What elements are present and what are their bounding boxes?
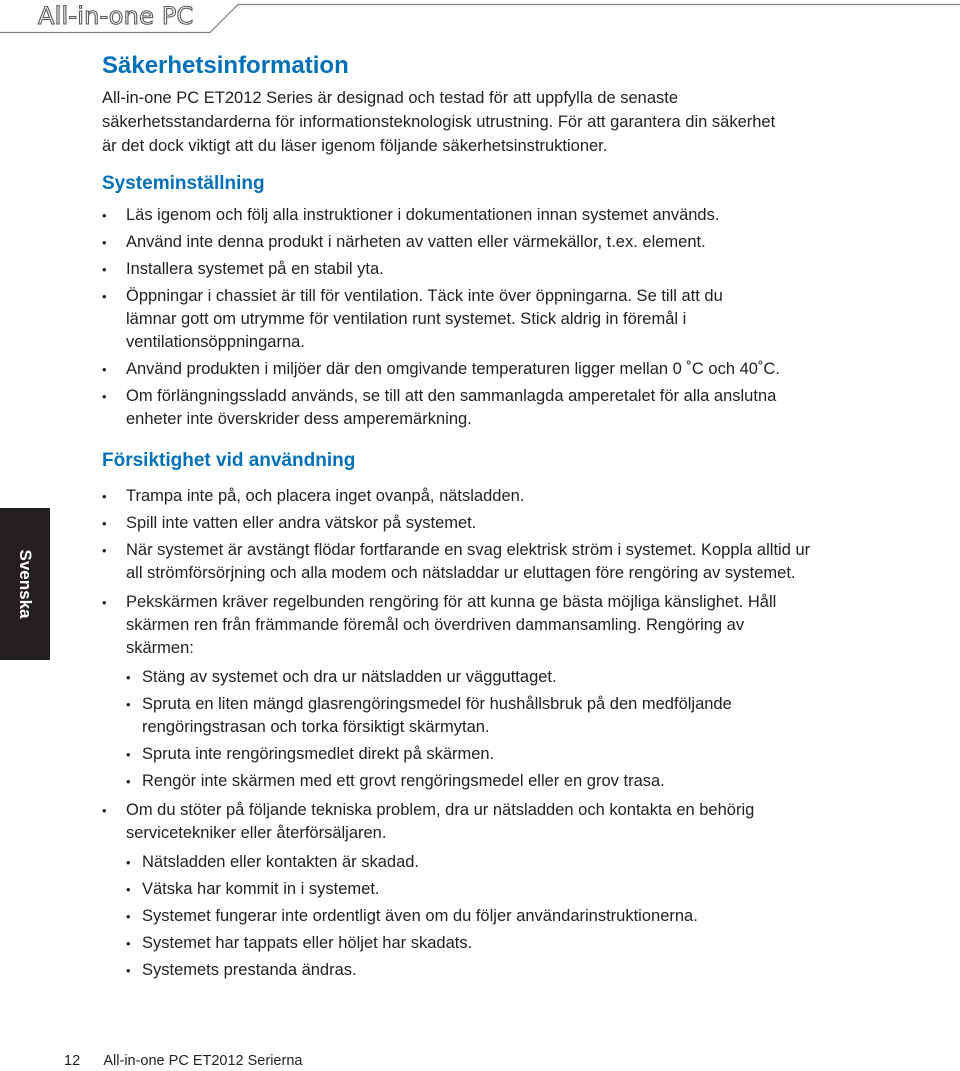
sub-list-item: • Spruta inte rengöringsmedlet direkt på skärmen. xyxy=(102,743,932,766)
language-tab xyxy=(0,508,50,660)
header-title: All-in-one PC xyxy=(38,2,194,30)
sub-list-item: • Systemet har tappats eller höljet har skadats. xyxy=(102,932,932,955)
list-item xyxy=(102,591,932,793)
sub-list-item: • Vätska har kommit in i systemet. xyxy=(102,878,932,901)
main-content xyxy=(102,50,932,982)
sub-list-item: • Rengör inte skärmen med ett grovt rengöringsmedel eller en grov trasa. xyxy=(102,770,932,793)
intro-line: All-in-one PC ET2012 Series är designad och testad för att uppfylla de senaste xyxy=(102,89,679,107)
list-item: • Spill inte vatten eller andra vätskor på systemet. xyxy=(102,512,932,535)
list-item: • Installera systemet på en stabil yta. xyxy=(102,258,932,281)
sub-list-item: • Systemet fungerar inte ordentligt även om du följer användarinstruktionerna. xyxy=(102,905,932,928)
language-tab-label: Svenska xyxy=(16,549,35,619)
intro-line: säkerhetsstandarderna för informationsteknologisk utrustning. För att garantera din säkerhet xyxy=(102,113,776,131)
page-footer xyxy=(64,1053,302,1069)
section-title: Säkerhetsinformation xyxy=(102,52,349,79)
intro-paragraph xyxy=(102,86,932,158)
sub-list-item: • Spruta en liten mängd glasrengöringsmedel för hushållsbruk på den medföljande rengöringstrasan och torka försiktigt skärmytan. xyxy=(102,693,782,739)
problems-list xyxy=(126,851,932,982)
footer-doc-title: All-in-one PC ET2012 Serierna xyxy=(103,1053,303,1069)
list-item-text: • Pekskärmen kräver regelbunden rengöring för att kunna ge bästa möjliga känslighet. Håll skärmen ren från främmande föremål och överdriven dammansamling. Rengöring av skärmen: xyxy=(126,593,777,657)
subsection-title-forsiktighet: Försiktighet vid användning xyxy=(102,450,356,471)
list-item: • När systemet är avstängt flödar fortfarande en svag elektrisk ström i systemet. Koppla alltid ur all strömförsörjning och alla modem och nätsladdar ur eluttagen före rengöring av systemet. xyxy=(102,539,831,585)
sub-list-item: • Systemets prestanda ändras. xyxy=(102,959,932,982)
forsiktighet-list xyxy=(102,485,932,982)
page-number: 12 xyxy=(64,1053,81,1069)
intro-line: är det dock viktigt att du läser igenom följande säkerhetsinstruktioner. xyxy=(102,137,608,155)
list-item: • Om förlängningssladd används, se till att den sammanlagda amperetalet för alla anslutna enheter inte överskrider dess amperemärkning. xyxy=(102,385,826,431)
page-header xyxy=(0,0,960,36)
list-item xyxy=(102,799,932,982)
cleaning-steps-list xyxy=(126,666,932,793)
list-item: • Använd produkten i miljöer där den omgivande temperaturen ligger mellan 0 ˚C och 40˚C. xyxy=(102,358,932,381)
sub-list-item: • Nätsladden eller kontakten är skadad. xyxy=(102,851,932,874)
list-item: • Öppningar i chassiet är till för ventilation. Täck inte över öppningarna. Se till att du lämnar gott om utrymme för ventilation runt systemet. Stick aldrig in föremål i ventilationsöppningarna. xyxy=(102,285,766,354)
subsection-title-systeminstallning: Systeminställning xyxy=(102,173,265,194)
sub-list-item: • Stäng av systemet och dra ur nätsladden ur vägguttaget. xyxy=(102,666,932,689)
systeminstallning-list xyxy=(102,204,932,431)
list-item: • Läs igenom och följ alla instruktioner i dokumentationen innan systemet används. xyxy=(102,204,932,227)
list-item: • Använd inte denna produkt i närheten av vatten eller värmekällor, t.ex. element. xyxy=(102,231,932,254)
list-item: • Trampa inte på, och placera inget ovanpå, nätsladden. xyxy=(102,485,932,508)
list-item-text: • Om du stöter på följande tekniska problem, dra ur nätsladden och kontakta en behörig servicetekniker eller återförsäljaren. xyxy=(126,801,755,842)
